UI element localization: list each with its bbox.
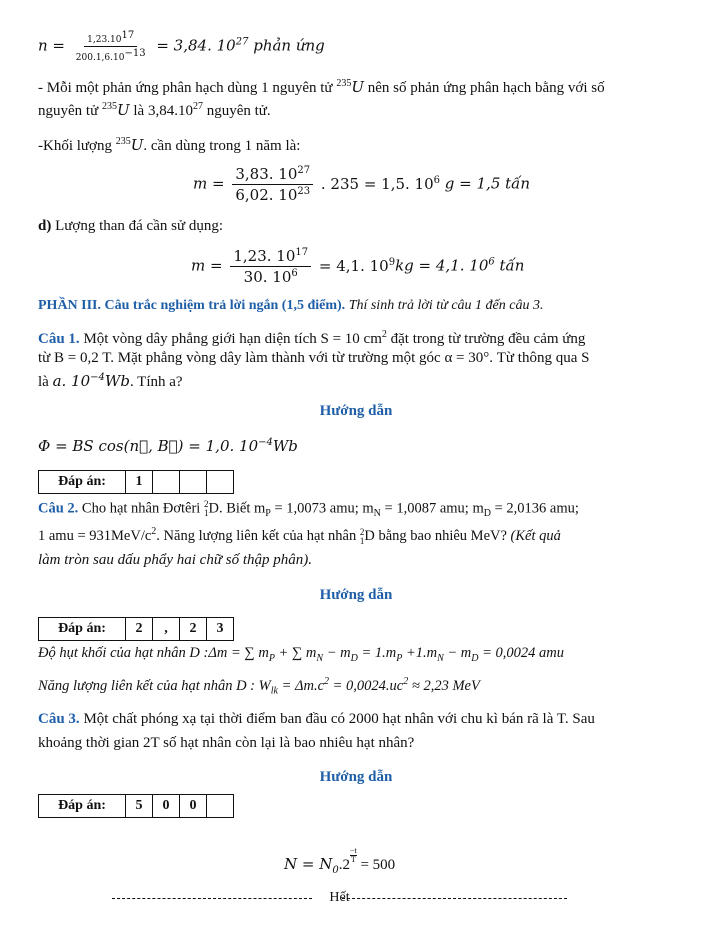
- end-separator: [112, 890, 567, 904]
- eq2-rhs: . 235 = 1,5. 10: [320, 174, 434, 193]
- answer-label: Đáp án:: [39, 618, 126, 641]
- paragraph-mass-needed: [38, 136, 300, 155]
- q2sol-l2d: ≈ 2,23 MeV: [411, 677, 480, 694]
- eq3-den: 30. 10: [243, 268, 292, 286]
- q1-solution: [38, 437, 298, 455]
- answer-cell: [207, 471, 234, 494]
- eq3-lhs: m =: [191, 256, 223, 275]
- eqf-dot: .2: [338, 857, 350, 873]
- eq3-rhs-exp: 9: [388, 256, 396, 268]
- q1-l1: Một vòng dây phẳng giới hạn diện tích S = 10 cm: [83, 331, 382, 347]
- q2sol-l1f: − m: [447, 645, 472, 661]
- q2-line2: [38, 526, 561, 546]
- part-three-heading: [38, 298, 543, 314]
- q2-l2d: (Kết quả: [510, 527, 561, 544]
- eq1-den: 200.1,6.10: [75, 53, 125, 63]
- eq3-rhs: = 4,1. 10: [318, 256, 389, 275]
- q3-label: Câu 3.: [38, 711, 80, 727]
- answer-cell: 3: [207, 618, 234, 641]
- eq1-den-exp: −13: [124, 48, 146, 59]
- eq3-fraction: [230, 247, 311, 286]
- q2-line3: làm tròn sau dấu phẩy hai chữ số thập phân).: [38, 552, 313, 568]
- part3-note: Thí sinh trả lời từ câu 1 đến câu 3.: [348, 298, 544, 313]
- eq3-mid-exp: 6: [488, 256, 495, 268]
- paragraph-fission-line1: [38, 78, 605, 97]
- q2-label: Câu 2.: [38, 500, 79, 517]
- q2sol-n: N: [316, 652, 324, 664]
- p1-line2a: nguyên tử: [38, 103, 99, 119]
- q2sol-l2exp: 2: [324, 676, 330, 687]
- q3-guide-heading: Hướng dẫn: [319, 769, 393, 785]
- q2sol-l1c: − m: [326, 645, 351, 661]
- q1-l3u: Wb: [104, 372, 130, 390]
- q1-l3exp: −4: [90, 372, 105, 383]
- answer-cell: 5: [126, 795, 153, 818]
- eqf-exp-num: −t: [349, 846, 357, 855]
- d-text: Lượng than đá cần sử dụng:: [55, 218, 224, 234]
- q2sol-l2a: Năng lượng liên kết của hạt nhân D : W: [38, 677, 271, 694]
- q1-line1: [38, 329, 585, 348]
- eq2-lhs: m =: [193, 174, 225, 193]
- q2sol-l2exp2: 2: [403, 676, 409, 687]
- q1-sol: Φ = BS cos(n⃗, B⃗) = 1,0. 10: [38, 437, 259, 455]
- p1-iso-sym-2: U: [116, 101, 130, 119]
- part3-title: PHẦN III. Câu trắc nghiệm trả lời ngắn (1,5 điểm).: [38, 298, 346, 313]
- eq1-num: 1,23.10: [87, 35, 122, 45]
- q2-l2c: bằng bao nhiêu MeV?: [378, 527, 507, 544]
- answer-cell: ,: [153, 618, 180, 641]
- d-label: d): [38, 218, 52, 234]
- q2-l1d: = 1,0087 amu; m: [384, 500, 484, 517]
- answer-cell: 1: [126, 471, 153, 494]
- q1-sol-u: Wb: [272, 437, 298, 455]
- p2-sym: U: [130, 136, 144, 154]
- q2sol-l1g: = 0,0024 amu: [482, 645, 565, 661]
- q2sol-l1e: +1.m: [405, 645, 438, 661]
- q2-l2a: 1 amu = 931MeV/c: [38, 527, 152, 544]
- eq3-num-exp: 17: [295, 247, 309, 258]
- answer-cell: 2: [126, 618, 153, 641]
- q2sol-l1d: = 1.m: [361, 645, 397, 661]
- q1-guide-heading: Hướng dẫn: [319, 403, 393, 419]
- q2-l1b: . Biết m: [218, 500, 266, 517]
- eq2-fraction: [232, 165, 313, 204]
- answer-label: Đáp án:: [39, 795, 126, 818]
- p2-iso: 235: [115, 136, 131, 147]
- q2-sym: D: [208, 500, 219, 517]
- q2-iso-bot: 1: [203, 508, 209, 518]
- q1-l3a: là: [38, 374, 49, 390]
- q2-sub-d: D: [483, 508, 491, 520]
- q2-l1c: = 1,0073 amu; m: [274, 500, 374, 517]
- eq-coal-mass: [191, 247, 524, 286]
- q2sol-l2b: = Δm.c: [281, 677, 325, 694]
- dash-left: [112, 898, 312, 899]
- q2-l2-exp: 2: [151, 526, 157, 537]
- q2sol-l2c: = 0,0024.uc: [332, 677, 404, 694]
- answer-table-q2: [38, 617, 234, 641]
- eq1-fraction: [73, 30, 149, 63]
- eq2-num-exp: 27: [297, 165, 311, 176]
- paragraph-fission-line2: [38, 101, 271, 120]
- q2sol-d: D: [350, 652, 358, 664]
- eqf-lhs: N = N: [284, 855, 333, 873]
- q1-sol-exp: −4: [258, 437, 273, 448]
- answer-cell: 0: [180, 795, 207, 818]
- eq2-rhs-exp: 6: [433, 174, 441, 186]
- eq1-num-exp: 17: [121, 30, 135, 41]
- eqf-rhs: = 500: [360, 857, 396, 873]
- p1-iso: 235: [336, 78, 352, 89]
- eq3-tail: tấn: [499, 256, 525, 275]
- p1-line1b: nên số phản ứng phân hạch bằng với số: [367, 80, 605, 96]
- p1-line1a: - Mỗi một phản ứng phân hạch dùng 1 nguyên tử: [38, 80, 333, 96]
- q1-l1b: đặt trong từ trường đều cảm ứng: [390, 331, 586, 347]
- eq1-tail: phản ứng: [253, 36, 325, 55]
- answer-table-q3: [38, 794, 234, 818]
- q3-line2: khoảng thời gian 2T số hạt nhân còn lại là bao nhiêu hạt nhân?: [38, 735, 415, 751]
- q2sol-l1: Độ hụt khối của hạt nhân D :Δm = ∑ m: [38, 645, 269, 661]
- eq-reaction-count: [38, 30, 325, 63]
- q2sol-n2: N: [437, 652, 444, 664]
- q2sol-p2: P: [396, 652, 403, 664]
- p2-text-b: . cần dùng trong 1 năm là:: [143, 138, 301, 154]
- eq3-mid: kg = 4,1. 10: [395, 256, 489, 275]
- q1-line3: [38, 372, 183, 391]
- q2-line1: [38, 500, 579, 519]
- q1-line2: từ B = 0,2 T. Mặt phẳng vòng dây làm thành với từ trường một góc α = 30°. Từ thông qua S: [38, 350, 590, 366]
- q3-line1: [38, 711, 595, 728]
- q2-sub-n: N: [373, 508, 381, 520]
- eq3-den-exp: 6: [291, 268, 298, 279]
- q2-iso-top: 2: [203, 499, 209, 509]
- eq2-num: 3,83. 10: [235, 165, 298, 183]
- q2-sub-p: P: [265, 508, 271, 520]
- answer-cell: [180, 471, 207, 494]
- answer-table-q1: [38, 470, 234, 494]
- p1-line2c: nguyên tử.: [206, 103, 271, 119]
- q2-guide-heading: Hướng dẫn: [319, 587, 393, 603]
- eq3-num: 1,23. 10: [233, 247, 296, 265]
- eq-mass-uranium: [193, 165, 530, 204]
- eq2-tail: g = 1,5 tấn: [444, 174, 531, 193]
- p1-iso-2: 235: [101, 101, 117, 112]
- eq2-den-exp: 23: [297, 186, 311, 197]
- eqf-exp-den: T: [350, 855, 356, 864]
- end-text: Hết: [329, 890, 350, 905]
- eqf-exponent: [350, 847, 357, 864]
- eq-final: [284, 846, 396, 876]
- q2-sym-2: D: [364, 527, 375, 544]
- q1-l3m: a. 10: [52, 372, 91, 390]
- q2-l1e: = 2,0136 amu;: [494, 500, 579, 517]
- p1-line2b: là 3,84.10: [133, 103, 193, 119]
- eq1-lhs: n =: [38, 36, 65, 55]
- eq2-den: 6,02. 10: [235, 186, 298, 204]
- p2-text-a: -Khối lượng: [38, 138, 112, 154]
- answer-cell: [153, 471, 180, 494]
- q1-l3b: . Tính a?: [129, 374, 183, 390]
- answer-cell: 0: [153, 795, 180, 818]
- q2sol-lk: lk: [270, 685, 278, 697]
- p1-line2-exp: 27: [192, 101, 203, 112]
- eq1-rhs: = 3,84. 10: [156, 36, 236, 55]
- answer-label: Đáp án:: [39, 471, 126, 494]
- q3-l1: Một chất phóng xạ tại thời điểm ban đầu có 2000 hạt nhân với chu kì bán rã là T. Sau: [83, 711, 595, 727]
- q2-solution-line1: [38, 645, 564, 664]
- q2-iso-bot-2: 1: [359, 535, 365, 546]
- q1-l1-exp: 2: [381, 329, 387, 340]
- q1-label: Câu 1.: [38, 331, 80, 347]
- q2-l1a: Cho hạt nhân Đơtêri: [81, 500, 201, 517]
- part-d-heading: [38, 218, 223, 235]
- dash-right: [342, 898, 567, 899]
- answer-cell: 2: [180, 618, 207, 641]
- q2sol-p: P: [268, 652, 275, 664]
- p1-iso-sym: U: [351, 78, 364, 96]
- q2-iso-top-2: 2: [359, 526, 365, 537]
- eqf-sub: 0: [332, 865, 339, 876]
- q2sol-d2: D: [471, 652, 479, 664]
- q2-solution-line2: [38, 676, 480, 697]
- q2-l2b: . Năng lượng liên kết của hạt nhân: [156, 527, 357, 544]
- q2sol-l1b: + ∑ m: [278, 645, 317, 661]
- answer-cell: [207, 795, 234, 818]
- eq1-rhs-exp: 27: [235, 36, 249, 48]
